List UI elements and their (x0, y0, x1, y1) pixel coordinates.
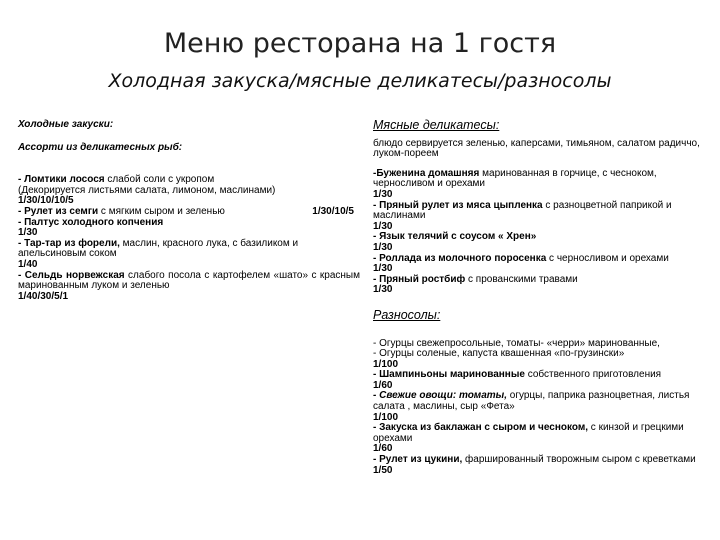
menu-item: - Рулет из цукини, фаршированный творожным сыром с креветками (373, 454, 696, 466)
pickles-heading: Разносолы: (373, 307, 441, 322)
menu-item: - Свежие овощи: томаты, огурцы, паприка разноцветная, листья салата , маслины, сыр «Фета» (373, 390, 690, 413)
portion-qty: 1/60 (373, 379, 393, 391)
portion-qty: 1/30 (18, 227, 38, 239)
portion-qty: 1/50 (373, 464, 393, 476)
menu-item: - Огурцы свежепросольные, томаты- «черри» маринованные, (373, 337, 660, 349)
page-subtitle: Холодная закуска/мясные деликатесы/разносолы (108, 70, 612, 92)
menu-item: - Ломтики лосося слабой соли с укропом (18, 174, 215, 186)
meat-delicacies-heading: Мясные деликатесы: (373, 118, 500, 132)
menu-item: - Язык телячий с соусом « Хрен» (373, 231, 537, 243)
serving-note: блюдо сервируется зеленью, каперсами, тимьяном, салатом радиччо, луком-пореем (373, 137, 700, 160)
menu-item: - Шампиньоны маринованные собственного приготовления (373, 369, 662, 381)
cold-appetizers-heading: Холодные закуски: (18, 119, 114, 130)
portion-qty: 1/30/10/10/5 (18, 195, 74, 207)
menu-item: - Пряный рулет из мяса цыпленка с разноцветной паприкой и маслинами (373, 199, 672, 222)
portion-qty: 1/30 (373, 220, 393, 232)
page-title: Меню ресторана на 1 гостя (163, 28, 557, 59)
menu-item: - Сельдь норвежская слабого посола с картофелем «шато» с красным маринованным луком и зеленью (18, 269, 360, 292)
menu-item: - Огурцы соленые, капуста квашенная «по-грузински» (373, 348, 625, 360)
menu-item: - Роллада из молочного поросенка с черносливом и орехами (373, 252, 669, 264)
menu-item: - Тар-тар из форели, маслин, красного лука, с базиликом и апельсиновым соком (18, 237, 299, 260)
portion-qty: 1/30 (373, 263, 393, 275)
portion-qty: 1/40 (18, 258, 38, 270)
portion-qty: 1/30 (373, 188, 393, 200)
right-column (373, 120, 703, 476)
portion-qty: 1/30 (373, 284, 393, 296)
fish-assortment-heading: Ассорти из деликатесных рыб: (18, 141, 183, 153)
portion-qty: 1/100 (373, 411, 399, 423)
menu-item: - Рулет из семги с мягким сыром и зеленью 1/30/10/5 (18, 205, 354, 217)
portion-qty: 1/40/30/5/1 (18, 290, 69, 302)
menu-item: - Закуска из баклажан с сыром и чесноком, с кинзой и грецкими орехами (373, 422, 684, 444)
menu-item: - Палтус холодного копчения (18, 216, 164, 228)
portion-qty: 1/30 (373, 241, 393, 253)
menu-item: -Буженина домашняя маринованная в горчице, с чесноком, черносливом и орехами (373, 167, 657, 190)
portion-qty: 1/30/10/5 (312, 205, 354, 217)
left-column (18, 120, 360, 302)
menu-item-note: (Декорируется листьями салата, лимоном, маслинами) (18, 184, 276, 196)
portion-qty: 1/60 (373, 443, 393, 455)
menu-item: - Пряный ростбиф с прованскими травами (373, 273, 578, 285)
portion-qty: 1/100 (373, 358, 399, 370)
